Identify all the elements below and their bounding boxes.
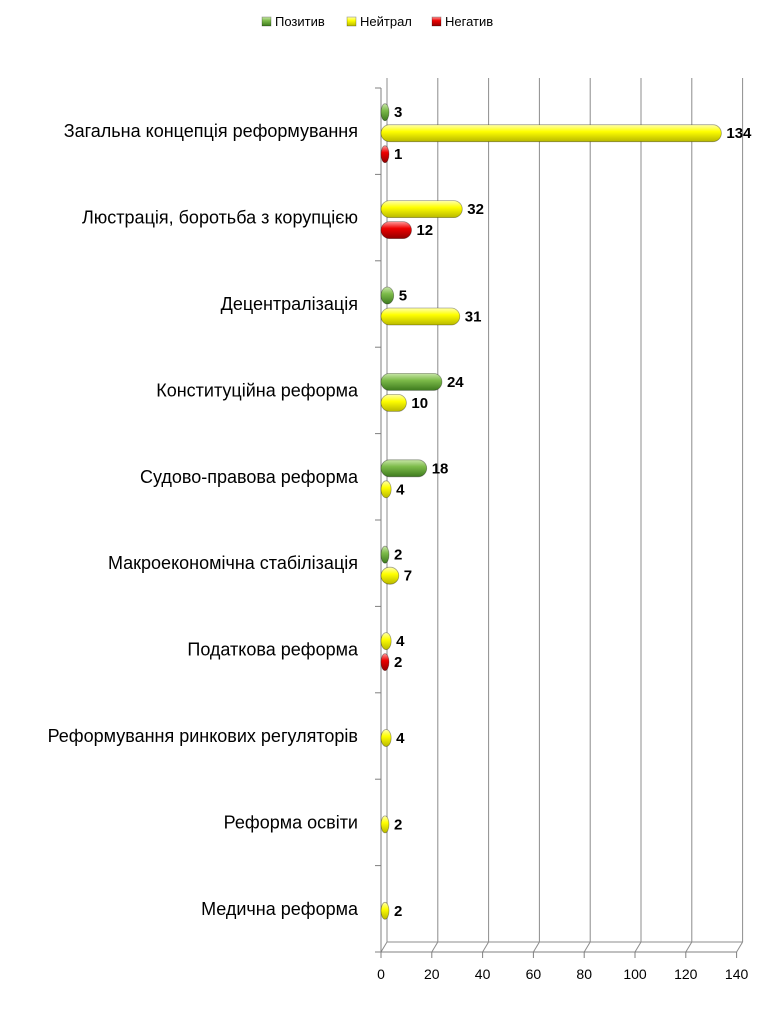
data-label: 1: [394, 146, 403, 164]
gridline-floor: [686, 942, 692, 952]
plot-area: [48, 78, 752, 982]
category-label: Люстрація, боротьба з корупцією: [81, 207, 358, 228]
data-label: 10: [411, 394, 429, 412]
legend-swatch: [262, 17, 271, 26]
bar: [381, 222, 411, 239]
bar: [381, 460, 427, 477]
x-tick-label: 20: [424, 966, 440, 982]
category-label: Реформа освіти: [223, 812, 358, 833]
data-label: 4: [396, 481, 405, 499]
gridline-floor: [533, 942, 539, 952]
bar: [381, 104, 389, 121]
category-label: Децентралізація: [220, 294, 358, 314]
legend-label: Негатив: [445, 14, 494, 29]
data-label: 7: [403, 567, 413, 585]
category-label: Судово-правова реформа: [139, 466, 358, 487]
data-label: 5: [398, 287, 408, 305]
bar: [381, 654, 389, 671]
gridline-floor: [381, 942, 387, 952]
x-tick-label: 80: [576, 966, 592, 982]
gridline-floor: [432, 942, 438, 952]
category-label: Макроекономічна стабілізація: [107, 553, 358, 574]
data-label: 32: [467, 201, 484, 219]
data-label: 2: [394, 654, 403, 672]
x-tick-label: 120: [674, 966, 698, 982]
legend-swatch: [432, 17, 441, 26]
data-label: 4: [396, 633, 405, 651]
data-label: 2: [394, 816, 403, 834]
bar: [381, 730, 391, 747]
x-tick-label: 60: [525, 966, 542, 982]
bar: [381, 146, 389, 163]
bar: [381, 633, 391, 650]
data-label: 18: [431, 460, 449, 478]
data-label: 24: [446, 373, 464, 391]
gridline-floor: [483, 942, 489, 952]
legend-label: Позитив: [275, 14, 325, 29]
bar: [381, 902, 389, 919]
category-label: Податкова реформа: [187, 639, 358, 660]
category-label: Загальна концепція реформування: [63, 121, 358, 142]
data-label: 2: [394, 902, 403, 920]
data-label: 2: [394, 546, 403, 564]
gridline-floor: [635, 942, 641, 952]
bar: [381, 373, 442, 390]
bar: [381, 546, 389, 563]
category-label: Реформування ринкових регуляторів: [47, 726, 358, 746]
data-label: 134: [726, 125, 752, 143]
x-tick-label: 140: [724, 966, 749, 982]
x-tick-label: 100: [623, 966, 647, 982]
legend-swatch: [347, 17, 356, 26]
bar: [381, 816, 389, 833]
bar: [381, 125, 721, 142]
legend: [262, 14, 493, 29]
data-label: 3: [394, 104, 403, 122]
bar: [381, 481, 391, 498]
legend-label: Нейтрал: [360, 14, 412, 29]
gridline-floor: [737, 942, 743, 952]
bar: [381, 287, 394, 304]
bar: [381, 394, 406, 411]
x-tick-label: 40: [474, 966, 491, 982]
data-label: 31: [464, 308, 482, 326]
bar: [381, 567, 399, 584]
gridline-floor: [584, 942, 590, 952]
category-label: Медична реформа: [201, 898, 358, 919]
bar: [381, 308, 460, 325]
category-label: Конституційна реформа: [156, 380, 358, 401]
data-label: 12: [416, 222, 434, 240]
x-tick-label: 0: [377, 966, 385, 982]
bar: [381, 201, 462, 218]
data-label: 4: [396, 730, 405, 747]
